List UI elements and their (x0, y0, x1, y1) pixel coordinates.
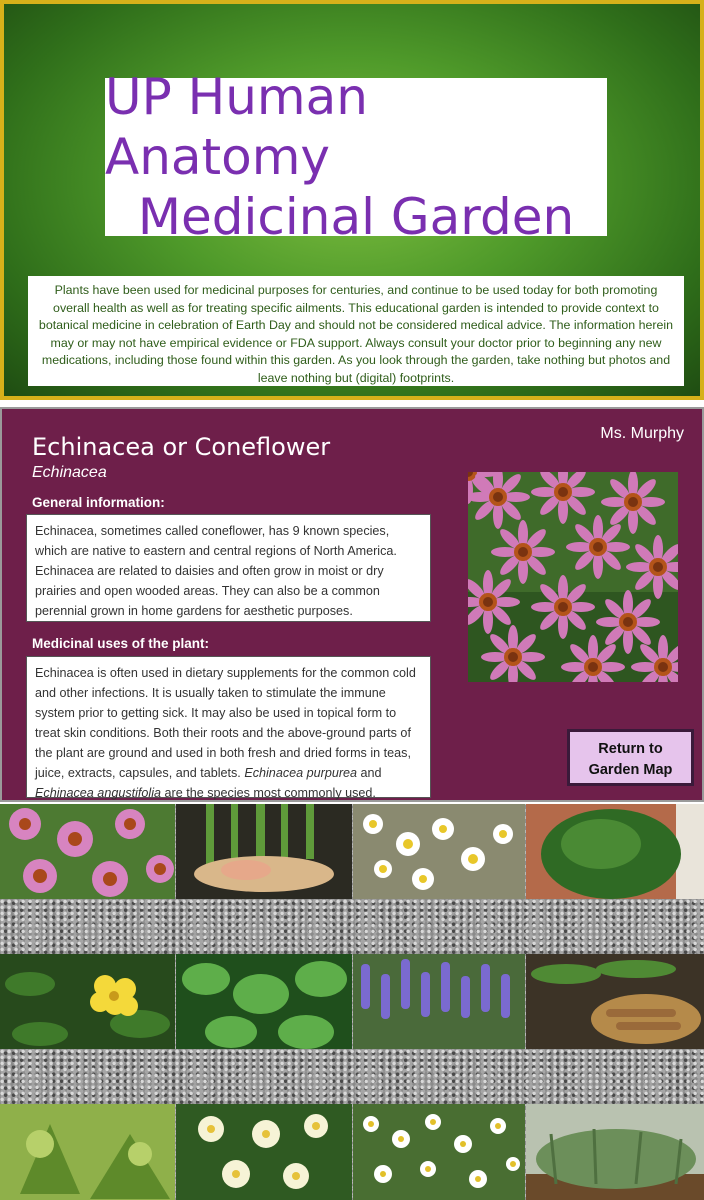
plant-latin-name: Echinacea (32, 464, 107, 481)
medicinal-uses-heading: Medicinal uses of the plant: (32, 636, 210, 651)
primrose-photo[interactable] (176, 1104, 352, 1200)
uses-text-part-2: are the species most commonly used. (161, 786, 376, 800)
shrub-photo[interactable] (526, 804, 704, 899)
plant-common-name: Echinacea or Coneflower (32, 433, 331, 461)
title-box (105, 68, 607, 246)
rosemary-photo[interactable] (526, 1104, 704, 1200)
turmeric-photo[interactable] (526, 954, 704, 1049)
page-title-line-1: UP Human Anatomy (105, 68, 368, 186)
lavender-photo[interactable] (353, 954, 525, 1049)
uses-and: and (357, 766, 382, 780)
species-angustifolia: Echinacea angustifolia (35, 786, 162, 800)
author-name: Ms. Murphy (600, 425, 684, 442)
ginkgo-photo[interactable] (0, 1104, 175, 1200)
mint-photo[interactable] (176, 954, 352, 1049)
chamomile-photo[interactable] (353, 804, 525, 899)
species-purpurea: Echinacea purpurea (244, 766, 358, 780)
return-to-garden-map-button[interactable]: Return to Garden Map (567, 729, 694, 786)
coneflower-photo[interactable] (0, 804, 175, 899)
garden-map (0, 804, 704, 1200)
general-info-text: Echinacea, sometimes called coneflower, has 9 known species, which are native to eastern and central regions of North America. Echinacea are related to daisies and often grow in moist or dry prairies and open wooded areas. They can also be a common perennial grown in home gardens for aesthetic purposes. (26, 514, 431, 622)
gravel-path (0, 899, 704, 954)
echinacea-photo (468, 472, 678, 682)
gravel-path (0, 1049, 704, 1104)
plant-detail-panel (0, 407, 704, 802)
feverfew-photo[interactable] (353, 1104, 525, 1200)
intro-text: Plants have been used for medicinal purposes for centuries, and continue to be used today for both promoting overall health as well as for treating specific ailments. This educational garden is intended to provide context to botanical medicine in celebration of Earth Day and should not be considered medical advice. The information herein may or may not have empirical evidence or FDA support. Always consult your doctor prior to beginning any new medications, including those found within this garden. As you look through the garden, take nothing but photos and leave nothing but (digital) footprints. (28, 276, 684, 386)
ginger-root-photo[interactable] (176, 804, 352, 899)
header-banner (0, 0, 704, 400)
medicinal-uses-text (26, 656, 431, 798)
page-title-line-2: Medicinal Garden (137, 188, 575, 246)
yellow-flower-photo[interactable] (0, 954, 175, 1049)
general-info-heading: General information: (32, 495, 165, 510)
uses-text-part-1: Echinacea is often used in dietary supplements for the common cold and other infections. It is usually taken to stimulate the immune system prior to getting sick. It may also be used in topical form to treat skin conditions. Both their roots and the above-ground parts of the plant are ground and used in both fresh and dried forms in teas, juice, extracts, capsules, and tablets. (35, 666, 416, 780)
